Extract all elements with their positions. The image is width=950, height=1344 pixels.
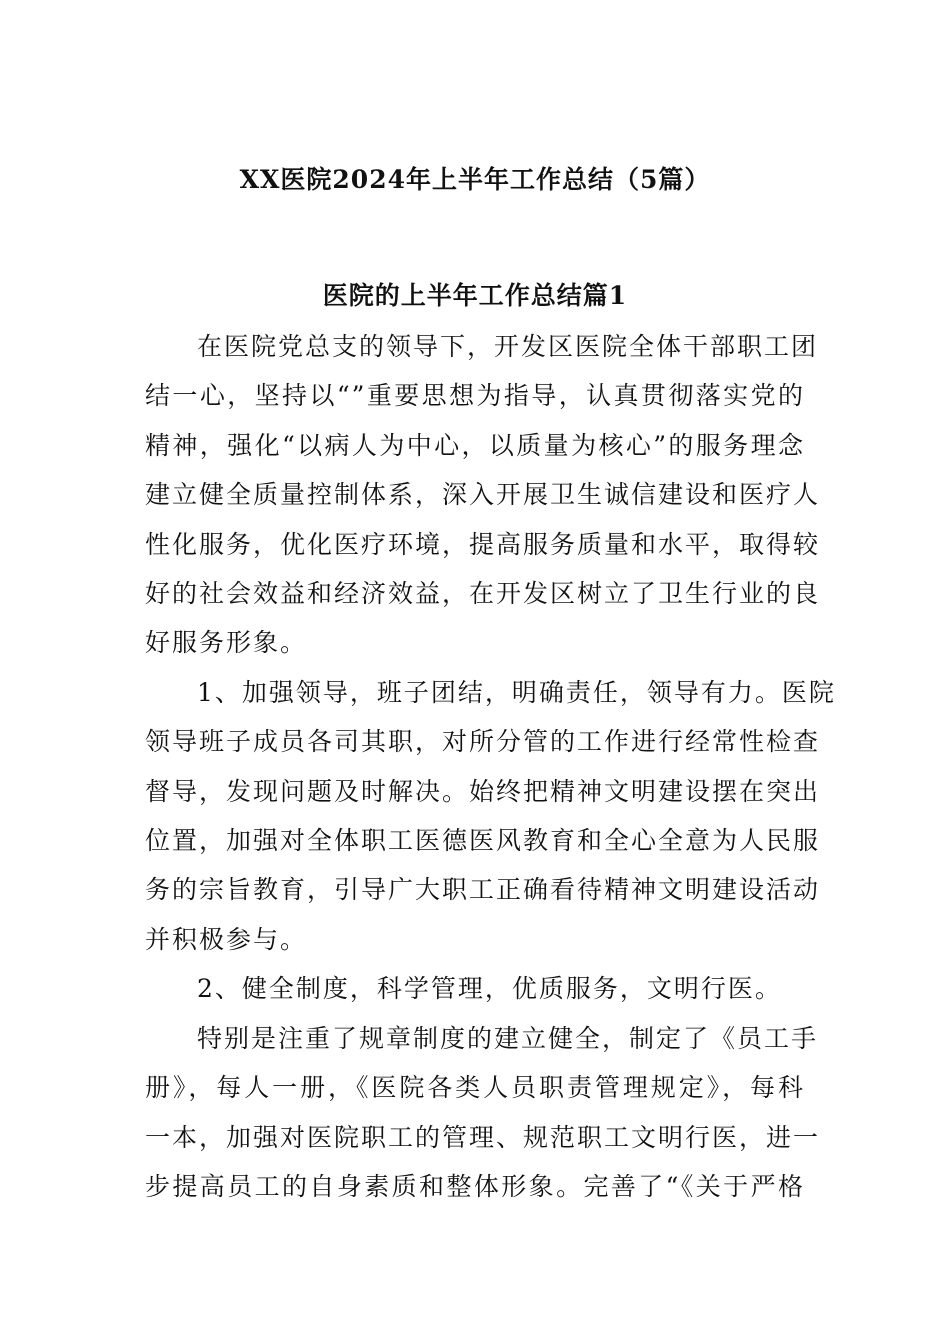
paragraph: [145, 964, 805, 1013]
text-line: 一本，加强对医院职工的管理、规范职工文明行医，进一: [145, 1122, 821, 1152]
paragraph: [145, 322, 821, 668]
text-line: 务的宗旨教育，引导广大职工正确看待精神文明建设活动: [145, 875, 821, 905]
text-line: 1、加强领导，班子团结，明确责任，领导有力。医院: [197, 677, 836, 707]
text-line: 步提高员工的自身素质和整体形象。完善了“《关于严格: [145, 1171, 805, 1201]
text-line: 领导班子成员各司其职，对所分管的工作进行经常性检查: [145, 727, 821, 757]
text-line: 督导，发现问题及时解决。始终把精神文明建设摆在突出: [145, 776, 821, 806]
document-title: XX医院2024年上半年工作总结（5篇）: [239, 165, 711, 194]
paragraph: [145, 1014, 821, 1212]
text-line: 位置，加强对全体职工医德医风教育和全心全意为人民服: [145, 826, 821, 856]
text-line: 结一心，坚持以“”重要思想为指导，认真贯彻落实党的: [145, 381, 805, 411]
text-line: 并积极参与。: [145, 924, 308, 954]
text-line: 性化服务，优化医疗环境，提高服务质量和水平，取得较: [145, 529, 821, 559]
text-line: 好服务形象。: [145, 628, 308, 658]
text-line: 特别是注重了规章制度的建立健全，制定了《员工手: [197, 1023, 819, 1053]
text-line: 2、健全制度，科学管理，优质服务，文明行医。: [197, 974, 782, 1004]
text-line: 精神，强化“以病人为中心，以质量为核心”的服务理念: [145, 430, 805, 460]
text-line: 建立健全质量控制体系，深入开展卫生诚信建设和医疗人: [145, 480, 821, 510]
text-line: 好的社会效益和经济效益，在开发区树立了卫生行业的良: [145, 579, 821, 609]
text-line: 在医院党总支的领导下，开发区医院全体干部职工团: [197, 332, 819, 361]
document-body: [145, 322, 836, 1211]
section-title: 医院的上半年工作总结篇1: [322, 281, 628, 310]
text-line: 册》，每人一册，《医院各类人员职责管理规定》，每科: [145, 1073, 805, 1103]
paragraph: [145, 668, 836, 964]
